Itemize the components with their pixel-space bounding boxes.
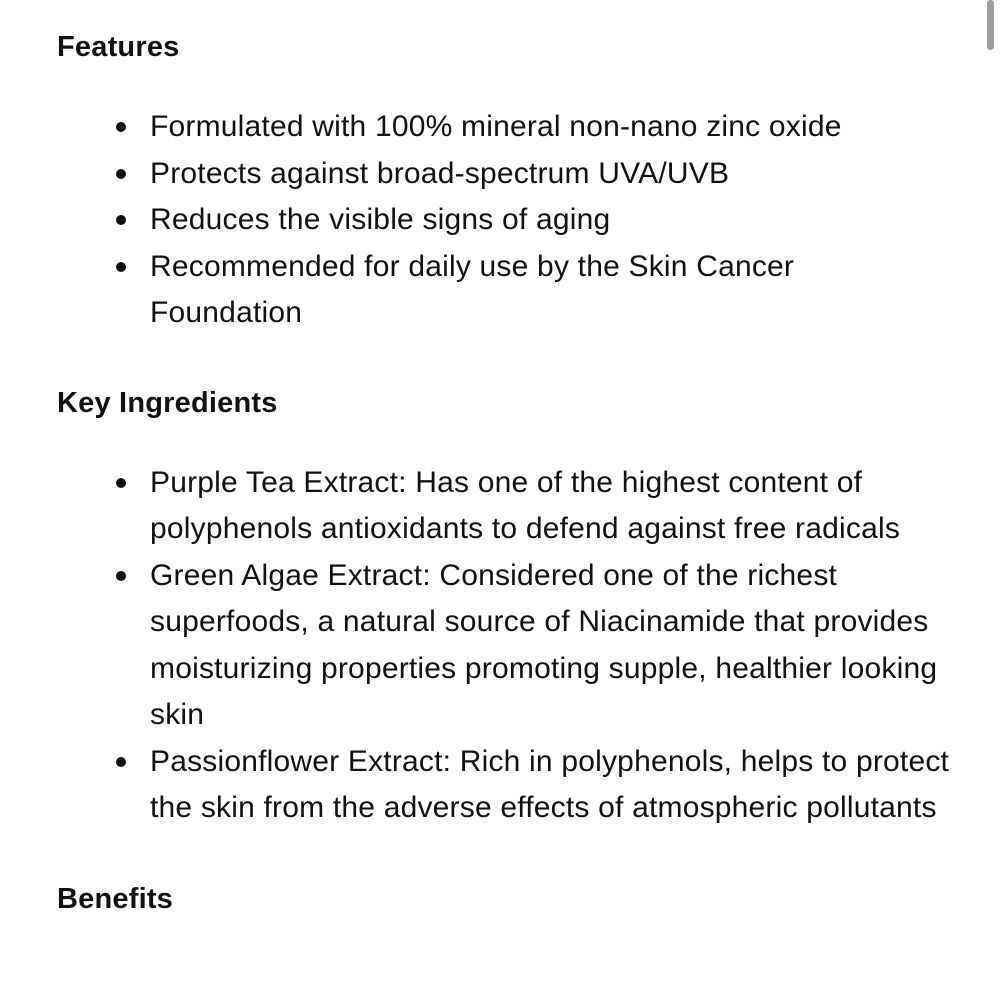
- feature-text: Reduces the visible signs of aging: [150, 203, 611, 236]
- bullet-icon: [116, 262, 126, 272]
- bullet-icon: [116, 478, 126, 488]
- scrollbar-thumb[interactable]: [987, 0, 994, 50]
- bullet-icon: [116, 215, 126, 225]
- feature-text: Protects against broad-spectrum UVA/UVB: [150, 156, 730, 190]
- list-item: [57, 739, 950, 832]
- benefits-heading: Benefits: [57, 882, 174, 915]
- feature-text: Recommended for daily use by the Skin Cancer Foundation: [150, 249, 795, 329]
- list-item: [57, 151, 950, 198]
- bullet-icon: [116, 122, 126, 132]
- bullet-icon: [116, 169, 126, 179]
- ingredient-text: Purple Tea Extract: Has one of the highest content of polyphenols antioxidants to defend against free radicals: [150, 465, 901, 545]
- list-item: [57, 104, 950, 151]
- list-item: [57, 197, 950, 244]
- ingredient-text: Passionflower Extract: Rich in polyphenols, helps to protect the skin from the adverse effects of atmospheric pollutants: [150, 744, 950, 824]
- list-item: [57, 460, 950, 553]
- list-item: [57, 553, 950, 739]
- key-ingredients-list: [57, 460, 957, 832]
- features-heading: Features: [57, 31, 180, 63]
- list-item: [57, 244, 950, 337]
- features-list: [57, 104, 957, 337]
- feature-text: Formulated with 100% mineral non-nano zinc oxide: [150, 110, 842, 143]
- key-ingredients-heading: Key Ingredients: [57, 386, 278, 419]
- ingredient-text: Green Algae Extract: Considered one of the richest superfoods, a natural source of Niacinamide that provides moisturizing properties promoting supple, healthier looking skin: [150, 558, 938, 731]
- bullet-icon: [116, 571, 126, 581]
- bullet-icon: [116, 757, 126, 767]
- product-description: [57, 25, 957, 921]
